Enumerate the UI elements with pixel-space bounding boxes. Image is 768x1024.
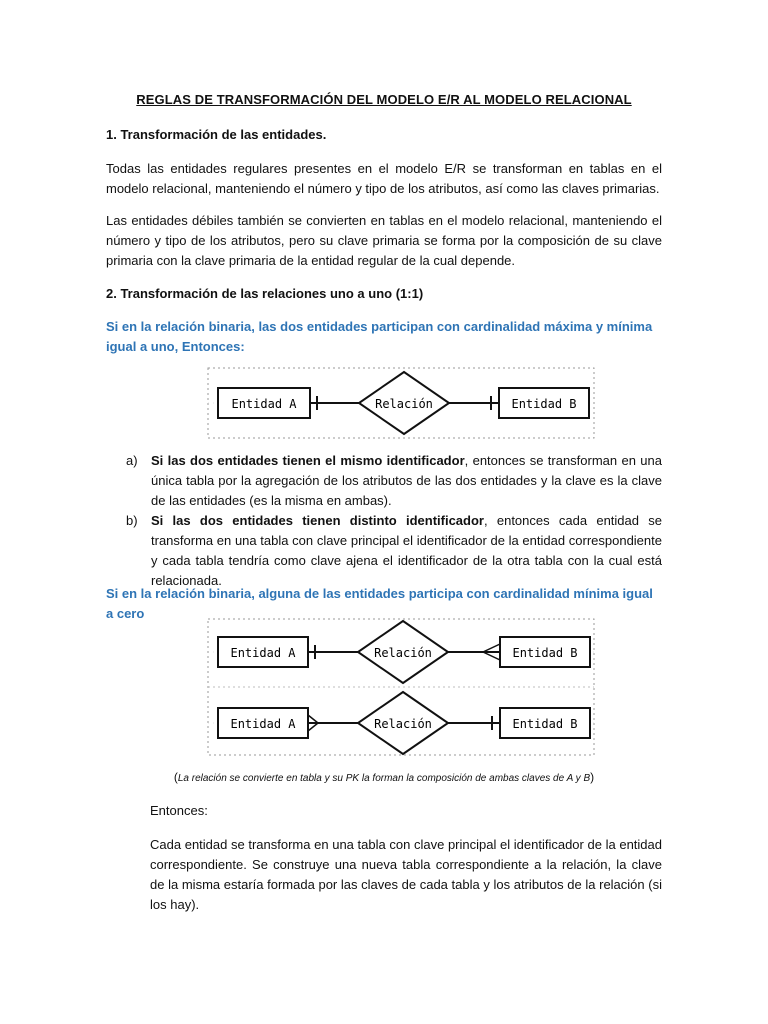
- list-item: [126, 511, 662, 591]
- section1-paragraph-2: Las entidades débiles también se convierten en tablas en el modelo relacional, manteniendo el número y tipo de los atributos, pero su clave primaria se forma por la composición de su clave primaria con la clave primaria de la entidad regular de la cual depende.: [106, 213, 662, 268]
- section1-heading: 1. Transformación de las entidades.: [106, 127, 327, 142]
- case2-heading: Si en la relación binaria, alguna de las entidades participa con cardinalidad mínima igual a cero: [106, 586, 653, 621]
- entity-a-label: Entidad A: [231, 397, 297, 411]
- list-item-text: , entonces cada entidad se transforma en una tabla con clave principal el identificador de la entidad correspondiente y cada tabla tendría como clave ajena el identificador de la otra tabla con la cual está relacionada.: [151, 513, 662, 588]
- final-paragraph: Cada entidad se transforma en una tabla con clave principal el identificador de la entidad correspondiente. Se construye una nueva tabla correspondiente a la relación, la clave de la misma estaría formada por las claves de cada tabla y los atributos de la relación (si los hay).: [150, 837, 662, 912]
- entity-b-label: Entidad B: [511, 397, 577, 411]
- relation-label: Relación: [375, 397, 433, 411]
- caption-close: ): [590, 770, 595, 784]
- list-item-bold: Si las dos entidades tienen distinto identificador: [151, 513, 484, 528]
- list-marker: b): [126, 513, 138, 528]
- er-diagram-1: [206, 366, 596, 440]
- caption-open: (: [173, 770, 178, 784]
- relation-label: Relación: [374, 717, 432, 731]
- options-list: [126, 451, 662, 591]
- list-item: [126, 451, 662, 511]
- section1-paragraph-1: Todas las entidades regulares presentes en el modelo E/R se transforman en tablas en el modelo relacional, manteniendo el número y tipo de los atributos, así como las claves primarias.: [106, 161, 662, 196]
- relation-label: Relación: [374, 646, 432, 660]
- er-diagram-2: [206, 617, 596, 757]
- list-marker: a): [126, 453, 138, 468]
- entity-a-label: Entidad A: [230, 646, 296, 660]
- entity-a-label: Entidad A: [230, 717, 296, 731]
- diagram-caption: [0, 770, 768, 784]
- then-label: Entonces:: [150, 803, 208, 818]
- entity-b-label: Entidad B: [512, 646, 578, 660]
- page-title: REGLAS DE TRANSFORMACIÓN DEL MODELO E/R AL MODELO RELACIONAL: [136, 92, 632, 107]
- caption-text: La relación se convierte en tabla y su PK la forman la composición de ambas claves de A y B: [177, 773, 591, 784]
- list-item-bold: Si las dos entidades tienen el mismo identificador: [151, 453, 465, 468]
- section2-heading: 2. Transformación de las relaciones uno a uno (1:1): [106, 286, 424, 301]
- case1-heading: Si en la relación binaria, las dos entidades participan con cardinalidad máxima y mínima igual a uno, Entonces:: [106, 319, 653, 354]
- list-item-text: , entonces se transforman en una única tabla por la agregación de los atributos de las dos entidades y la clave es la clave de las entidades (es la misma en ambas).: [151, 453, 662, 508]
- entity-b-label: Entidad B: [512, 717, 578, 731]
